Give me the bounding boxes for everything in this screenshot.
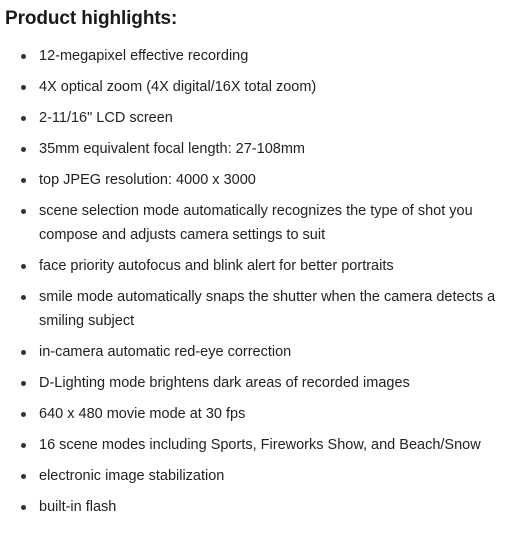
list-item-text: in-camera automatic red-eye correction — [39, 344, 292, 360]
list-item-text: D-Lighting mode brightens dark areas of recorded images — [39, 375, 410, 391]
list-item — [0, 75, 512, 99]
list-item — [0, 168, 512, 192]
bullet-icon — [21, 350, 26, 355]
list-item — [0, 199, 512, 247]
list-item-text: 35mm equivalent focal length: 27-108mm — [39, 141, 305, 157]
bullet-icon — [21, 178, 26, 183]
bullet-icon — [21, 116, 26, 121]
list-item — [0, 464, 512, 488]
bullet-icon — [21, 381, 26, 386]
bullet-icon — [21, 264, 26, 269]
list-item — [0, 44, 512, 68]
bullet-icon — [21, 474, 26, 479]
list-item — [0, 340, 512, 364]
bullet-icon — [21, 85, 26, 90]
bullet-icon — [21, 505, 26, 510]
list-item — [0, 285, 512, 333]
list-item-text: 4X optical zoom (4X digital/16X total zoom) — [39, 79, 317, 95]
list-item — [0, 402, 512, 426]
list-item-text: electronic image stabilization — [39, 468, 225, 484]
list-item — [0, 433, 512, 457]
bullet-icon — [21, 443, 26, 448]
highlights-list — [0, 44, 512, 519]
list-item — [0, 106, 512, 130]
list-item — [0, 137, 512, 161]
list-item-text: smile mode automatically snaps the shutter when the camera detects a smiling subject — [39, 289, 496, 329]
list-item-text: 12-megapixel effective recording — [39, 48, 249, 64]
list-item-text: face priority autofocus and blink alert for better portraits — [39, 258, 394, 274]
bullet-icon — [21, 147, 26, 152]
bullet-icon — [21, 209, 26, 214]
list-item-text: built-in flash — [39, 499, 117, 515]
list-item-text: scene selection mode automatically recognizes the type of shot you compose and adjusts camera settings to suit — [39, 203, 473, 243]
bullet-icon — [21, 412, 26, 417]
list-item-text: 640 x 480 movie mode at 30 fps — [39, 406, 246, 422]
bullet-icon — [21, 54, 26, 59]
list-item — [0, 254, 512, 278]
list-item — [0, 495, 512, 519]
list-item-text: top JPEG resolution: 4000 x 3000 — [39, 172, 256, 188]
list-item-text: 2-11/16" LCD screen — [39, 110, 173, 126]
list-item — [0, 371, 512, 395]
section-title: Product highlights: — [5, 8, 178, 29]
list-item-text: 16 scene modes including Sports, Fireworks Show, and Beach/Snow — [39, 437, 481, 453]
bullet-icon — [21, 295, 26, 300]
